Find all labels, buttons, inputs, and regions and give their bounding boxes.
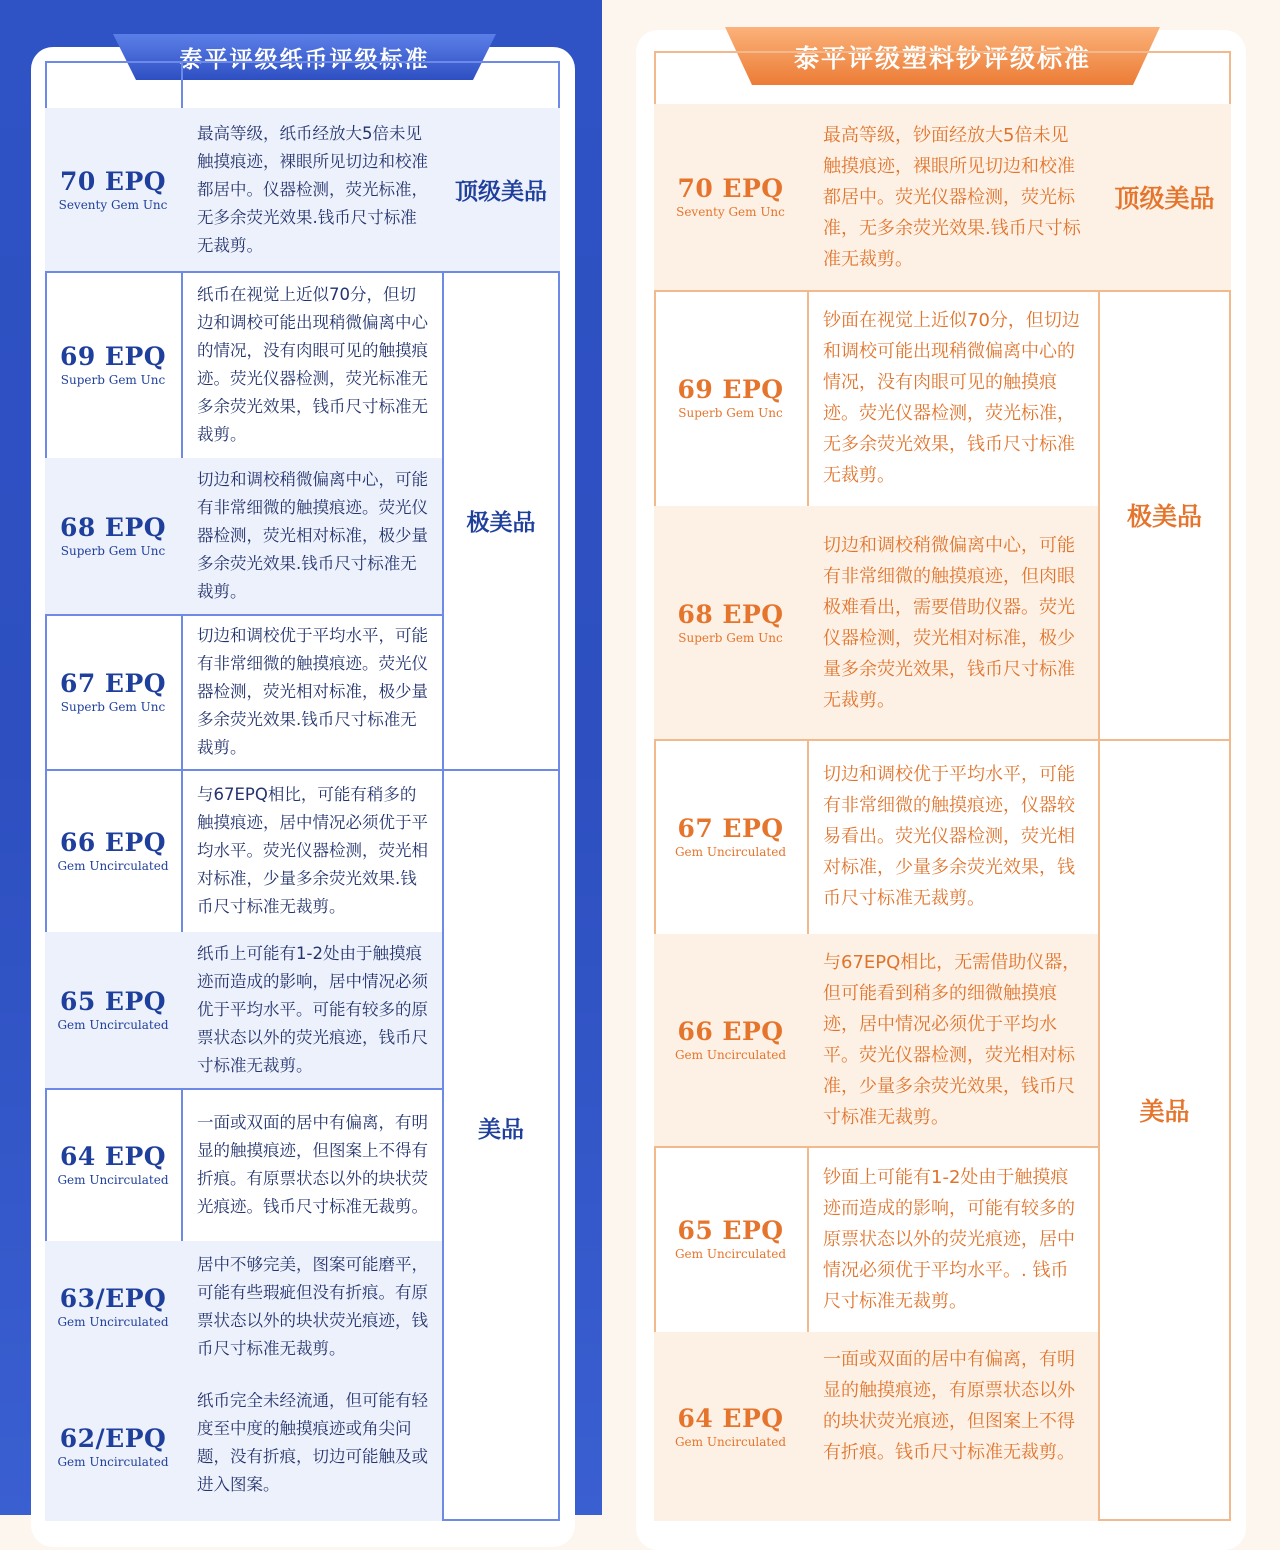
description-cell xyxy=(181,458,444,616)
grade-description: 纸币在视觉上近似70分，但切边和调校可能出现稍微偏离中心的情况，没有肉眼可见的触摸痕迹。荧光仪器检测，荧光标准无多余荧光效果，钱币尺寸标准无裁剪。 xyxy=(197,284,428,444)
grade-description: 居中不够完美，图案可能磨平，可能有些瑕疵但没有折痕。有原票状态以外的块状荧光痕迹，钱币尺寸标准无裁剪。 xyxy=(197,1255,428,1358)
description-cell xyxy=(181,108,444,273)
grade-sublabel: Gem Uncirculated xyxy=(57,1455,169,1469)
description-cell xyxy=(807,1146,1100,1334)
category-cell xyxy=(442,271,560,771)
grade-description: 切边和调校优于平均水平，可能有非常细微的触摸痕迹，仪器较易看出。荧光仪器检测，荧光相对标准，少量多余荧光效果，钱币尺寸标准无裁剪。 xyxy=(823,764,1075,909)
category-label: 顶级美品 xyxy=(455,178,547,205)
table-row xyxy=(45,271,183,460)
grade-label: 69 EPQ xyxy=(59,341,167,371)
grade-sublabel: Gem Uncirculated xyxy=(674,1048,787,1062)
grade-label: 70 EPQ xyxy=(677,174,784,203)
description-cell xyxy=(807,1332,1100,1521)
description-cell xyxy=(181,1088,444,1243)
grade-label: 62/EPQ xyxy=(59,1424,167,1453)
grade-label: 64 EPQ xyxy=(59,1141,167,1171)
grade-sublabel: Gem Uncirculated xyxy=(57,858,169,873)
plastic-note-table xyxy=(654,51,1231,1521)
table-row xyxy=(45,769,183,934)
grade-label: 68 EPQ xyxy=(677,599,784,629)
grade-label: 68 EPQ xyxy=(59,513,167,542)
grade-sublabel: Gem Uncirculated xyxy=(674,1247,787,1261)
category-label: 极美品 xyxy=(466,508,536,536)
grade-sublabel: Seventy Gem Unc xyxy=(58,197,168,212)
grade-description: 纸币上可能有1-2处由于触摸痕迹而造成的影响，居中情况必须优于平均水平。可能有较多的原票状态以外的荧光痕迹，钱币尺寸标准无裁剪。 xyxy=(197,944,428,1075)
category-label: 顶级美品 xyxy=(1114,184,1215,213)
category-label: 极美品 xyxy=(1126,501,1202,531)
category-cell xyxy=(442,769,560,1521)
header-cell xyxy=(654,51,1231,106)
description-cell xyxy=(807,104,1100,292)
table-row xyxy=(654,1146,809,1334)
paper-money-table xyxy=(45,61,560,1521)
grade-label: 69 EPQ xyxy=(677,375,784,404)
description-cell xyxy=(181,769,444,934)
grade-sublabel: Superb Gem Unc xyxy=(678,630,783,645)
category-label: 美品 xyxy=(1139,1097,1190,1126)
grade-sublabel: Superb Gem Unc xyxy=(60,699,166,714)
table-row xyxy=(45,108,183,273)
category-label: 美品 xyxy=(478,1116,524,1143)
grade-label: 70 EPQ xyxy=(59,166,167,196)
grade-description: 与67EPQ相比，可能有稍多的触摸痕迹，居中情况必须优于平均水平。荧光仪器检测，荧光相对标准，少量多余荧光效果.钱币尺寸标准无裁剪。 xyxy=(197,784,428,916)
description-cell xyxy=(807,934,1100,1148)
category-cell xyxy=(1098,290,1231,741)
description-cell xyxy=(807,506,1100,741)
grade-label: 66 EPQ xyxy=(677,1017,784,1046)
table-row xyxy=(654,104,809,292)
description-cell xyxy=(807,739,1100,936)
paper-money-title: 泰平评级纸币评级标准 xyxy=(179,46,430,73)
table-row xyxy=(654,739,809,936)
grade-sublabel: Gem Uncirculated xyxy=(57,1018,169,1032)
grade-description: 钞面上可能有1-2处由于触摸痕迹而造成的影响，可能有较多的原票状态以外的荧光痕迹，居中情况必须优于平均水平。. 钱币尺寸标准无裁剪。 xyxy=(823,1166,1075,1312)
grade-label: 66 EPQ xyxy=(59,827,167,857)
grade-description: 一面或双面的居中有偏离，有明显的触摸痕迹，有原票状态以外的块状荧光痕迹，但图案上不得有折痕。钱币尺寸标准无裁剪。 xyxy=(823,1349,1075,1463)
table-row xyxy=(654,506,809,741)
grade-sublabel: Gem Uncirculated xyxy=(57,1172,169,1187)
grade-description: 与67EPQ相比，无需借助仪器，但可能看到稍多的细微触摸痕迹，居中情况必须优于平均水平。荧光仪器检测，荧光相对标准，少量多余荧光效果，钱币尺寸标准无裁剪。 xyxy=(823,952,1081,1128)
description-cell xyxy=(181,1241,444,1375)
table-row xyxy=(654,934,809,1148)
grade-description: 切边和调校稍微偏离中心，可能有非常细微的触摸痕迹。荧光仪器检测，荧光相对标准，极少量多余荧光效果.钱币尺寸标准无裁剪。 xyxy=(197,470,428,601)
category-cell xyxy=(1098,739,1231,1521)
grade-sublabel: Seventy Gem Unc xyxy=(676,205,785,219)
table-row xyxy=(45,932,183,1090)
description-cell xyxy=(181,932,444,1090)
table-row xyxy=(654,290,809,508)
table-row xyxy=(654,1332,809,1521)
grade-sublabel: Superb Gem Unc xyxy=(60,372,166,387)
grade-label: 65 EPQ xyxy=(677,1216,784,1245)
grade-label: 67 EPQ xyxy=(677,813,784,843)
category-cell xyxy=(442,108,560,273)
grade-label: 67 EPQ xyxy=(59,668,167,698)
grade-description: 钞面在视觉上近似70分，但切边和调校可能出现稍微偏离中心的情况，没有肉眼可见的触摸痕迹。荧光仪器检测，荧光标准，无多余荧光效果，钱币尺寸标准无裁剪。 xyxy=(823,310,1080,486)
grade-sublabel: Superb Gem Unc xyxy=(678,406,783,420)
table-row xyxy=(45,1373,183,1521)
description-cell xyxy=(807,290,1100,508)
header-cell xyxy=(45,61,183,110)
table-row xyxy=(45,1241,183,1375)
header-cell xyxy=(181,61,560,110)
grade-label: 64 EPQ xyxy=(677,1403,784,1433)
plastic-note-title: 泰平评级塑料钞评级标准 xyxy=(793,44,1091,73)
grade-sublabel: Gem Uncirculated xyxy=(57,1315,169,1329)
grade-description: 切边和调校稍微偏离中心，可能有非常细微的触摸痕迹，但肉眼极难看出，需要借助仪器。荧光仪器检测，荧光相对标准，极少量多余荧光效果，钱币尺寸标准无裁剪。 xyxy=(823,534,1075,711)
description-cell xyxy=(181,1373,444,1521)
grade-sublabel: Gem Uncirculated xyxy=(674,1434,787,1449)
grade-sublabel: Superb Gem Unc xyxy=(60,544,166,558)
table-row xyxy=(45,614,183,771)
grade-description: 最高等级，纸币经放大5倍未见触摸痕迹，裸眼所见切边和校准都居中。仪器检测，荧光标准，无多余荧光效果.钱币尺寸标准无裁剪。 xyxy=(197,123,428,255)
table-row xyxy=(45,1088,183,1243)
grade-description: 切边和调校优于平均水平，可能有非常细微的触摸痕迹。荧光仪器检测，荧光相对标准，极少量多余荧光效果.钱币尺寸标准无裁剪。 xyxy=(197,625,428,757)
description-cell xyxy=(181,271,444,460)
category-cell xyxy=(1098,104,1231,292)
grade-sublabel: Gem Uncirculated xyxy=(674,844,787,859)
table-row xyxy=(45,458,183,616)
grade-description: 一面或双面的居中有偏离，有明显的触摸痕迹，但图案上不得有折痕。有原票状态以外的块状荧光痕迹。钱币尺寸标准无裁剪。 xyxy=(197,1112,428,1216)
grade-label: 63/EPQ xyxy=(59,1284,167,1313)
description-cell xyxy=(181,614,444,771)
grade-label: 65 EPQ xyxy=(59,987,167,1016)
grade-description: 纸币完全未经流通，但可能有轻度至中度的触摸痕迹或角尖问题，没有折痕，切边可能触及或进入图案。 xyxy=(197,1391,428,1494)
grade-description: 最高等级，钞面经放大5倍未见触摸痕迹，裸眼所见切边和校准都居中。荧光仪器检测，荧光标准，无多余荧光效果.钱币尺寸标准无裁剪。 xyxy=(823,124,1081,270)
